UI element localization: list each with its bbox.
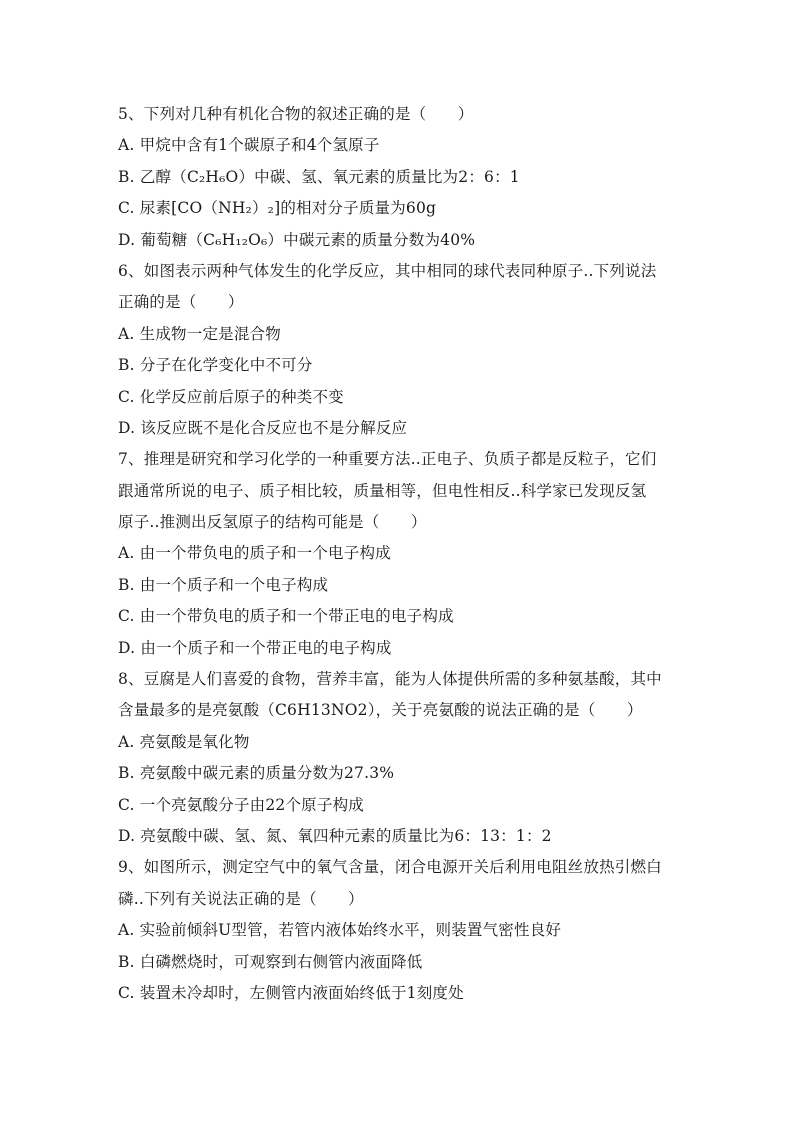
question-7-stem-line-3: 原子..推测出反氢原子的结构可能是（ ）: [118, 513, 427, 532]
question-8-option-c: C. 一个亮氨酸分子由22个原子构成: [118, 795, 364, 814]
question-9-option-b: B. 白磷燃烧时，可观察到右侧管内液面降低: [118, 952, 423, 971]
question-5-option-c: C. 尿素[CO（NH₂）₂]的相对分子质量为60g: [118, 199, 437, 218]
question-6-option-c: C. 化学反应前后原子的种类不变: [118, 387, 344, 406]
question-5-option-b: B. 乙醇（C₂H₆O）中碳、氢、氧元素的质量比为2：6：1: [118, 167, 520, 186]
question-6-option-d: D. 该反应既不是化合反应也不是分解反应: [118, 418, 408, 437]
question-6-option-b: B. 分子在化学变化中不可分: [118, 356, 313, 375]
question-9-option-c: C. 装置未冷却时，左侧管内液面始终低于1刻度处: [118, 983, 464, 1002]
question-8-option-b: B. 亮氨酸中碳元素的质量分数为27.3%: [118, 764, 395, 783]
question-7-option-b: B. 由一个质子和一个电子构成: [118, 575, 329, 594]
question-7-option-d: D. 由一个质子和一个带正电的电子构成: [118, 638, 392, 657]
question-8-option-a: A. 亮氨酸是氧化物: [118, 732, 250, 751]
question-9-stem-line-1: 9、如图所示，测定空气中的氧气含量，闭合电源开关后利用电阻丝放热引燃白: [118, 858, 662, 877]
question-7-stem-line-1: 7、推理是研究和学习化学的一种重要方法..正电子、负质子都是反粒子，它们: [118, 450, 657, 469]
question-8-stem-line-1: 8、豆腐是人们喜爱的食物，营养丰富，能为人体提供所需的多种氨基酸，其中: [118, 670, 662, 689]
question-7-option-c: C. 由一个带负电的质子和一个带正电的电子构成: [118, 607, 454, 626]
question-9-option-a: A. 实验前倾斜U型管，若管内液体始终水平，则装置气密性良好: [118, 921, 562, 940]
question-5-stem-line-1: 5、下列对几种有机化合物的叙述正确的是（ ）: [118, 105, 474, 123]
question-6-option-a: A. 生成物一定是混合物: [118, 324, 281, 343]
question-9-stem-line-2: 磷..下列有关说法正确的是（ ）: [118, 889, 364, 908]
question-6-stem-line-2: 正确的是（ ）: [118, 293, 244, 312]
question-list: [118, 99, 678, 1009]
question-7-stem-line-2: 跟通常所说的电子、质子相比较，质量相等，但电性相反..科学家已发现反氢: [118, 481, 647, 500]
question-7-option-a: A. 由一个带负电的质子和一个电子构成: [118, 544, 391, 563]
question-6-stem-line-1: 6、如图表示两种气体发生的化学反应，其中相同的球代表同种原子..下列说法: [118, 261, 657, 280]
question-5-option-d: D. 葡萄糖（C₆H₁₂O₆）中碳元素的质量分数为40%: [118, 230, 476, 249]
question-8-stem-line-2: 含量最多的是亮氨酸（C6H13NO2），关于亮氨酸的说法正确的是（ ）: [118, 701, 643, 720]
question-5-option-a: A. 甲烷中含有1个碳原子和4个氢原子: [118, 136, 380, 155]
question-8-option-d: D. 亮氨酸中碳、氢、氮、氧四种元素的质量比为6：13：1：2: [118, 826, 552, 845]
